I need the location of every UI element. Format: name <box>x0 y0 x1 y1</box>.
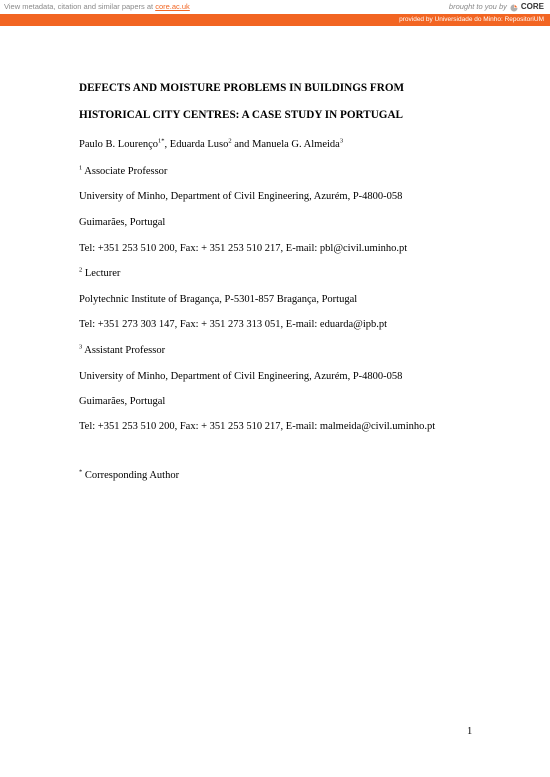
affiliation-contact: Tel: +351 253 510 200, Fax: + 351 253 510 217, E-mail: pbl@civil.uminho.pt <box>79 243 408 254</box>
author-separator: , <box>164 139 170 150</box>
core-metadata-notice <box>4 0 190 14</box>
core-link[interactable]: core.ac.uk <box>155 2 190 11</box>
affiliation-role-text: Lecturer <box>82 268 121 279</box>
affiliation-role-text: Associate Professor <box>82 166 168 177</box>
corresponding-mark: * <box>79 468 83 476</box>
affiliation-address: University of Minho, Department of Civil Engineering, Azurém, P-4800-058 <box>79 371 403 382</box>
affiliation-role <box>79 268 120 279</box>
author-mark: 3 <box>339 137 344 145</box>
author-name: Manuela G. Almeida <box>252 139 340 150</box>
core-banner <box>0 0 550 14</box>
affiliation-address: University of Minho, Department of Civil Engineering, Azurém, P-4800-058 <box>79 191 403 202</box>
paper-title-line-1: DEFECTS AND MOISTURE PROBLEMS IN BUILDINGS FROM <box>79 82 405 94</box>
provided-by-text: provided by Universidade do Minho: RepositoriUM <box>399 16 544 23</box>
affiliation-contact: Tel: +351 253 510 200, Fax: + 351 253 510 217, E-mail: malmeida@civil.uminho.pt <box>79 421 436 432</box>
affiliation-address: Guimarães, Portugal <box>79 396 166 407</box>
author-name: Eduarda Luso <box>169 139 229 150</box>
core-view-text: View metadata, citation and similar papers at <box>4 2 156 11</box>
provided-by-bar[interactable] <box>0 14 550 26</box>
core-logo-text: CORE <box>520 2 544 11</box>
affiliation-role <box>79 345 165 356</box>
corresponding-author-text: Corresponding Author <box>82 470 180 481</box>
core-branding[interactable] <box>449 0 544 14</box>
page-number: 1 <box>467 726 473 737</box>
affiliation-mark: 1 <box>79 164 83 172</box>
author-separator: and <box>231 139 253 150</box>
paper-title-line-2: HISTORICAL CITY CENTRES: A CASE STUDY IN PORTUGAL <box>79 109 404 121</box>
author-name: Paulo B. Lourenço <box>79 139 159 150</box>
affiliation-contact: Tel: +351 273 303 147, Fax: + 351 273 313 051, E-mail: eduarda@ipb.pt <box>79 319 388 330</box>
affiliation-address: Guimarães, Portugal <box>79 217 166 228</box>
affiliation-mark: 2 <box>79 266 83 274</box>
brought-to-you-text: brought to you by <box>448 2 507 11</box>
core-logo-icon <box>510 3 518 11</box>
author-mark: 1* <box>158 137 165 145</box>
affiliation-role <box>79 166 167 177</box>
corresponding-author-note <box>79 470 179 481</box>
author-mark: 2 <box>228 137 232 145</box>
affiliation-role-text: Assistant Professor <box>82 345 166 356</box>
author-list <box>79 139 343 150</box>
affiliation-address: Polytechnic Institute of Bragança, P-5301-857 Bragança, Portugal <box>79 294 358 305</box>
affiliation-mark: 3 <box>79 343 83 351</box>
